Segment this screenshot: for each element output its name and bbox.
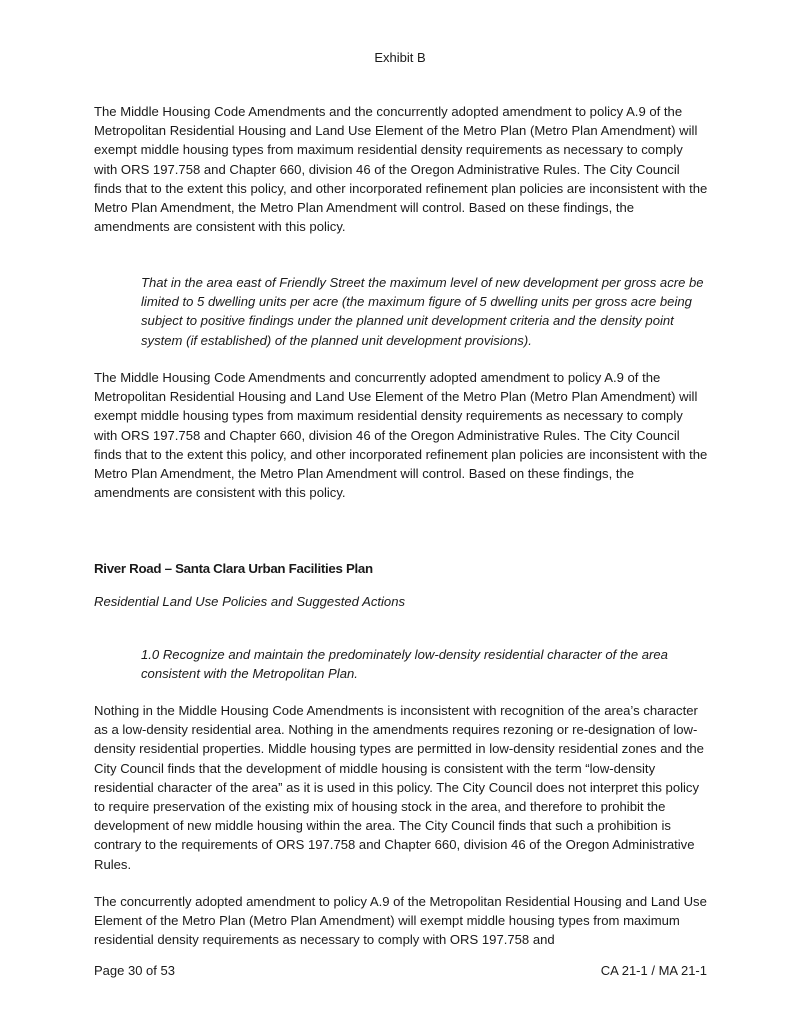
paragraph-density-exemption-2: The Middle Housing Code Amendments and concurrently adopted amendment to policy A.9 of the Metropolitan Residential Housing and Land Use Element of the Metro Plan (Metro Plan Amendment) will exempt middle housing types from maximum residential density requirements as necessary to comply with ORS 197.758 and Chapter 660, division 46 of the Oregon Administrative Rules. The City Council finds that to the extent this policy, and other incorporated refinement plan policies are inconsistent with the Metro Plan Amendment, the Metro Plan Amendment will control. Based on these findings, the amendments are consistent with this policy. (94, 370, 708, 501)
section-heading: River Road – Santa Clara Urban Facilities Plan (94, 561, 373, 576)
section-subheading: Residential Land Use Policies and Suggested Actions (94, 594, 406, 609)
paragraph-metro-plan-amendment: The concurrently adopted amendment to policy A.9 of the Metropolitan Residential Housing and Land Use Element of the Metro Plan (Metro Plan Amendment) will exempt middle housing types from maximum residential density requirements as necessary to comply with ORS 197.758 and (94, 894, 707, 948)
paragraph-density-exemption-1: The Middle Housing Code Amendments and the concurrently adopted amendment to policy A.9 of the Metropolitan Residential Housing and Land Use Element of the Metro Plan (Metro Plan Amendment) will exempt middle housing types from maximum residential density requirements as necessary to comply with ORS 197.758 and Chapter 660, division 46 of the Oregon Administrative Rules. The City Council finds that to the extent this policy, and other incorporated refinement plan policies are inconsistent with the Metro Plan Amendment, the Metro Plan Amendment will control. Based on these findings, the amendments are consistent with this policy. (94, 104, 708, 235)
quote-friendly-street-policy: That in the area east of Friendly Street the maximum level of new development per gross acre be limited to 5 dwelling units per acre (the maximum figure of 5 dwelling units per gross acre being subject to positive findings under the planned unit development criteria and the density point system (if established) of the planned unit development provisions). (141, 275, 704, 348)
quote-low-density-policy: 1.0 Recognize and maintain the predominately low-density residential character of the area consistent with the Metropolitan Plan. (141, 647, 668, 682)
exhibit-header: Exhibit B (374, 50, 426, 65)
page-number: Page 30 of 53 (94, 963, 175, 978)
case-number: CA 21-1 / MA 21-1 (600, 963, 707, 978)
paragraph-low-density-findings: Nothing in the Middle Housing Code Amendments is inconsistent with recognition of the area’s character as a low-density residential area. Nothing in the amendments requires rezoning or re-designation of low-density residential properties. Middle housing types are permitted in low-density residential zones and the City Council finds that the development of middle housing is consistent with the term “low-density residential character of the area” as it is used in this policy. The City Council does not interpret this policy to require preservation of the existing mix of housing stock in the area, and therefore to prohibit the development of new middle housing within the area. The City Council finds that such a prohibition is contrary to the requirements of ORS 197.758 and Chapter 660, division 46 of the Oregon Administrative Rules. (94, 703, 704, 872)
